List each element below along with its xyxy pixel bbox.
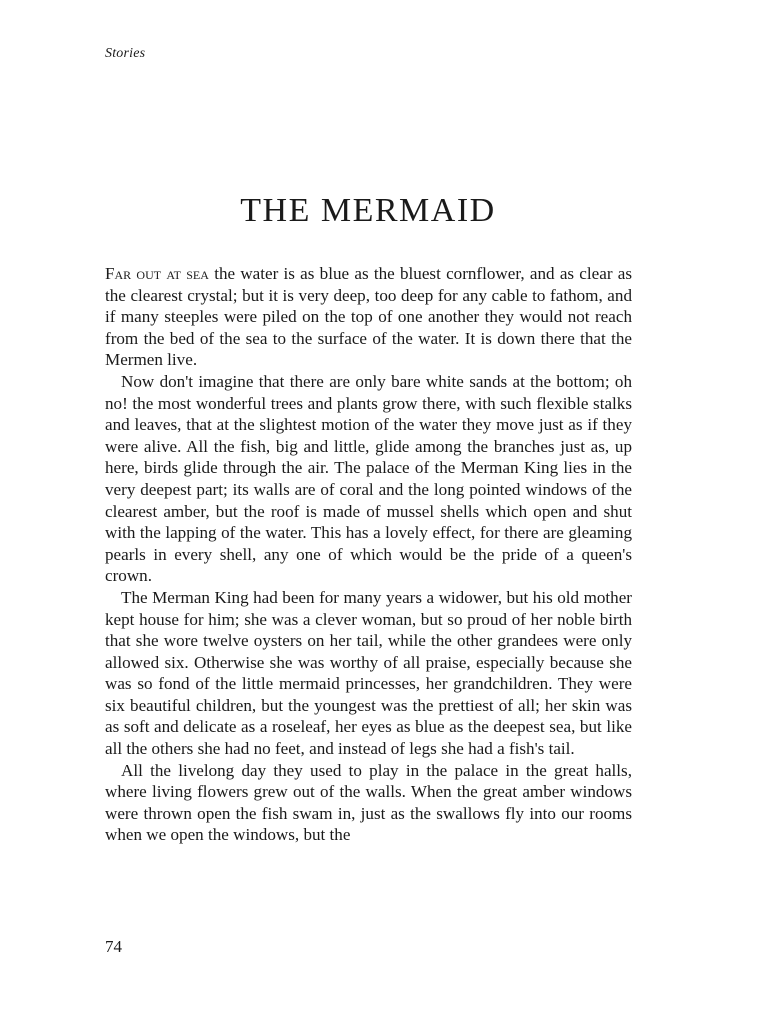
paragraph-2: Now don't imagine that there are only bare white sands at the bottom; oh no! the most wonderful trees and plants grow there, with such flexible stalks and leaves, that at the slightest motion of the water they move just as if they were alive. All the fish, big and little, glide among the branches just as, up here, birds glide through the air. The palace of the Merman King lies in the very deepest part; its walls are of coral and the long pointed windows of the clearest amber, but the roof is made of mussel shells which open and shut with the lapping of the water. This has a lovely effect, for there are gleaming pearls in every shell, any one of which would be the pride of a queen's crown. xyxy=(105,371,632,586)
story-body xyxy=(105,263,632,846)
page-number: 74 xyxy=(105,937,122,956)
opening-words: Far out at sea xyxy=(105,264,209,283)
paragraph-1-text: the water is as blue as the bluest cornflower, and as clear as the clearest crystal; but it is very deep, too deep for any cable to fathom, and if many steeples were piled on the top of one another they would not reach from the bed of the sea to the surface of the water. It is down there that the Mermen live. xyxy=(105,264,633,370)
paragraph-1 xyxy=(105,263,632,371)
chapter-title: THE MERMAID xyxy=(240,192,496,229)
running-head: Stories xyxy=(105,46,146,61)
paragraph-4: All the livelong day they used to play in the palace in the great halls, where living flowers grew out of the walls. When the great amber windows were thrown open the fish swam in, just as the swallows fly into our rooms when we open the windows, but the xyxy=(105,760,632,845)
paragraph-3: The Merman King had been for many years a widower, but his old mother kept house for him; she was a clever woman, but so proud of her noble birth that she wore twelve oysters on her tail, while the other grandees were only allowed six. Otherwise she was worthy of all praise, especially because she was so fond of the little mermaid princesses, her grandchildren. They were six beautiful children, but the youngest was the prettiest of all; her skin was as soft and delicate as a roseleaf, her eyes as blue as the deepest sea, but like all the others she had no feet, and instead of legs she had a fish's tail. xyxy=(105,587,632,759)
